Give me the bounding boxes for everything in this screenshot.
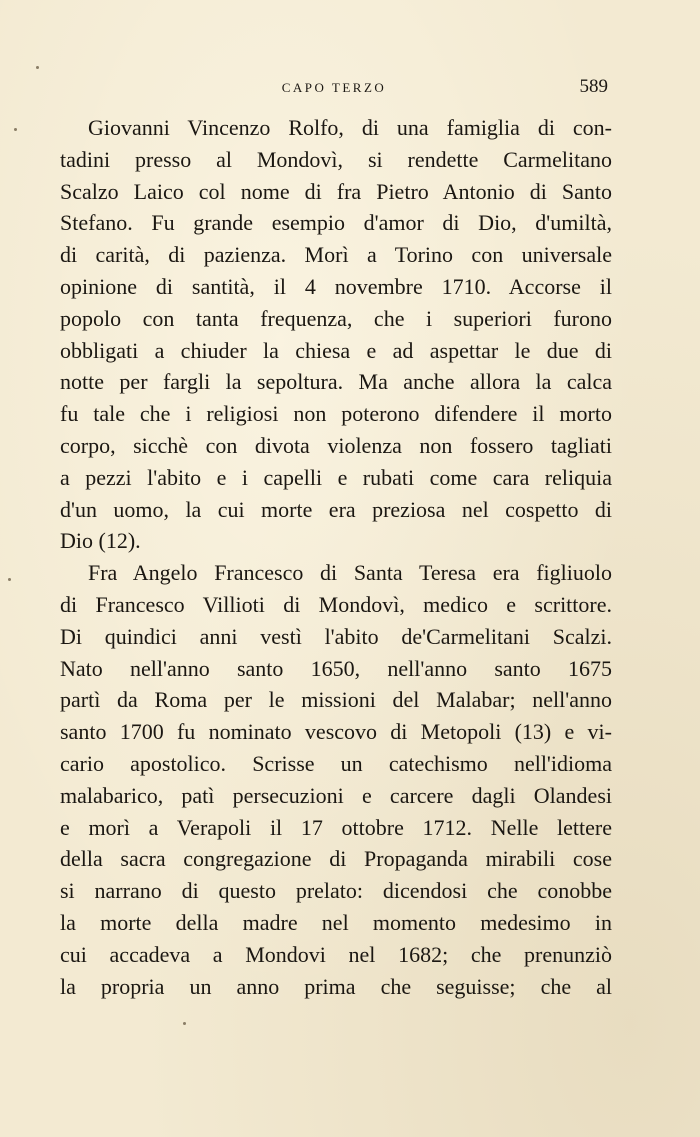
body-text xyxy=(60,112,612,1002)
text-line: fu tale che i religiosi non poterono difendere il morto xyxy=(60,401,612,427)
text-line: cario apostolico. Scrisse un catechismo nell'idioma xyxy=(60,750,612,776)
text-line: corpo, sicchè con divota violenza non fossero tagliati xyxy=(60,432,612,458)
running-title: CAPO TERZO xyxy=(281,80,387,95)
text-line: Dio (12). xyxy=(60,528,141,554)
text-line: opinione di santità, il 4 novembre 1710. Accorse il xyxy=(60,273,612,299)
text-line: Nato nell'anno santo 1650, nell'anno santo 1675 xyxy=(60,655,612,681)
text-line: partì da Roma per le missioni del Malabar; nell'anno xyxy=(60,687,612,713)
text-line: notte per fargli la sepoltura. Ma anche allora la calca xyxy=(60,369,612,395)
text-line: della sacra congregazione di Propaganda mirabili cose xyxy=(60,846,612,872)
paper-speck xyxy=(14,128,17,131)
text-line: Giovanni Vincenzo Rolfo, di una famiglia di con- xyxy=(88,115,612,140)
text-line: Fra Angelo Francesco di Santa Teresa era figliuolo xyxy=(88,560,612,586)
paper-speck xyxy=(36,66,39,69)
text-line: si narrano di questo prelato: dicendosi che conobbe xyxy=(60,878,612,904)
running-head xyxy=(60,76,608,100)
text-line: popolo con tanta frequenza, che i superiori furono xyxy=(60,305,612,331)
paper-speck xyxy=(183,1022,186,1025)
text-line: e morì a Verapoli il 17 ottobre 1712. Nelle lettere xyxy=(60,814,612,840)
text-line: d'un uomo, la cui morte era preziosa nel cospetto di xyxy=(60,496,612,522)
text-line: obbligati a chiuder la chiesa e ad aspettar le due di xyxy=(60,337,612,363)
text-line: cui accadeva a Mondovi nel 1682; che prenunziò xyxy=(60,941,612,967)
paper-speck xyxy=(8,578,11,581)
text-line: Stefano. Fu grande esempio d'amor di Dio, d'umiltà, xyxy=(60,210,612,236)
text-line: malabarico, patì persecuzioni e carcere dagli Olandesi xyxy=(60,782,612,808)
text-line: la morte della madre nel momento medesimo in xyxy=(60,909,612,935)
page-number: 589 xyxy=(579,76,608,97)
text-line: tadini presso al Mondovì, si rendette Carmelitano xyxy=(60,146,612,172)
text-line: santo 1700 fu nominato vescovo di Metopoli (13) e vi- xyxy=(60,719,612,745)
text-line: a pezzi l'abito e i capelli e rubati come cara reliquia xyxy=(60,464,612,490)
text-line: la propria un anno prima che seguisse; che al xyxy=(60,973,612,999)
text-line: Di quindici anni vestì l'abito de'Carmelitani Scalzi. xyxy=(60,623,612,649)
text-line: di Francesco Villioti di Mondovì, medico e scrittore. xyxy=(60,591,612,617)
text-line: Scalzo Laico col nome di fra Pietro Antonio di Santo xyxy=(60,178,612,204)
text-line: di carità, di pazienza. Morì a Torino con universale xyxy=(60,242,612,268)
